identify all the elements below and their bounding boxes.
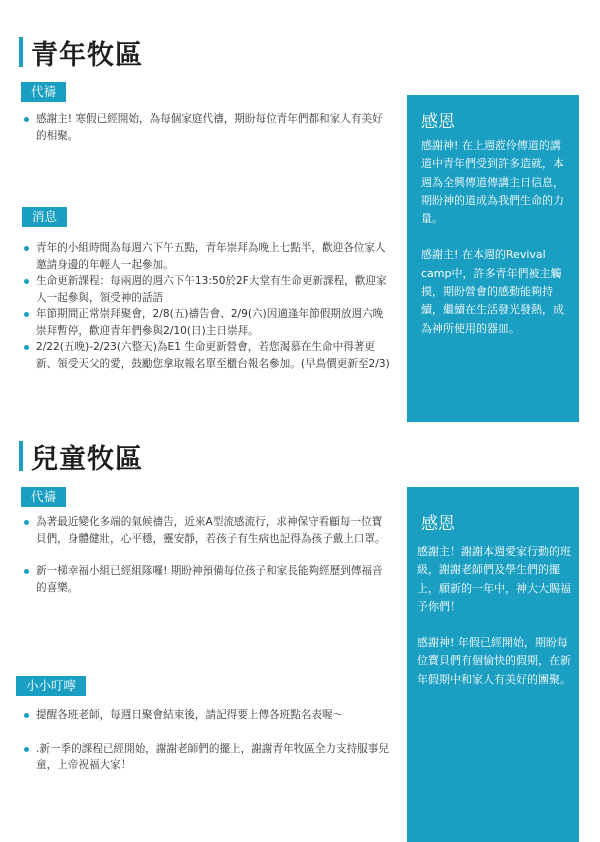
children-notice-tag: 小小叮嚀 xyxy=(16,676,86,696)
bullet-dot xyxy=(24,569,29,574)
youth-section-title xyxy=(19,36,143,71)
youth-prayer-tag: 代禱 xyxy=(21,82,66,102)
children-thanks-body xyxy=(417,543,572,689)
bullet-dot xyxy=(24,713,29,718)
bullet-dot xyxy=(24,345,29,350)
youth-prayer-list xyxy=(22,111,390,144)
children-prayer-tag: 代禱 xyxy=(21,487,66,507)
thanks-paragraph: 感謝主! 在本週的Revival camp中，許多青年們被主觸摸，期盼營會的感動能夠持續，繼續在生活發光發熱，成為神所使用的器皿。 xyxy=(421,248,564,335)
title-accent-bar xyxy=(19,441,23,471)
bullet-dot xyxy=(24,747,29,752)
youth-thanks-body xyxy=(421,137,571,338)
children-prayer-list xyxy=(22,514,390,596)
youth-news-tag: 消息 xyxy=(22,207,67,227)
list-item: 提醒各班老師，每週日聚會結束後，請記得要上傳各班點名表喔～ xyxy=(22,707,390,724)
list-item: .新一季的課程已經開始，謝謝老師們的擺上，謝謝青年牧區全力支持服事兒童，上帝祝福大家！ xyxy=(22,741,390,774)
thanks-paragraph: 感謝神! 在上週蒞伶傳道的講道中青年們受到許多造就，本週為全興傳道傳講主日信息，期盼神的道成為我們生命的力量。 xyxy=(421,139,564,226)
children-title-text: 兒童牧區 xyxy=(31,443,143,475)
children-thanks-panel xyxy=(407,487,579,842)
list-item: 2/22(五晚)-2/23(六整天)為E1 生命更新營會，若您渴慕在生命中得著更新、領受天父的愛，鼓勵您拿取報名單至櫃台報名參加。(早鳥價更新至2/3) xyxy=(22,339,390,372)
children-notice-list xyxy=(22,707,390,774)
bullet-dot xyxy=(24,312,29,317)
thanks-paragraph: 感謝主！謝謝本週愛家行動的班級，謝謝老師們及學生們的擺上，願新的一年中，神大大賜福予你們！ xyxy=(417,545,571,613)
thanks-paragraph: 感謝神! 年假已經開始，期盼每位寶貝們有個愉快的假期，在新年假期中和家人有美好的團聚。 xyxy=(417,636,571,686)
list-item: 感謝主! 寒假已經開始，為每個家庭代禱，期盼每位青年們都和家人有美好的相聚。 xyxy=(22,111,390,144)
bullet-dot xyxy=(24,117,29,122)
bullet-dot xyxy=(24,246,29,251)
children-thanks-title: 感恩 xyxy=(421,514,455,534)
list-item: 生命更新課程：每兩週的週六下午13:50於2F大堂有生命更新課程，歡迎家人一起參與，領受神的話語 xyxy=(22,273,390,306)
youth-thanks-panel xyxy=(407,95,579,422)
list-item: 為著最近變化多端的氣候禱告，近來A型流感流行，求神保守看顧每一位寶貝們，身體健壯，心平穩，靈安靜，若孩子有生病也記得為孩子戴上口罩。 xyxy=(22,514,390,547)
title-accent-bar xyxy=(19,37,23,67)
list-item: 新一梯幸福小組已經組隊囉! 期盼神預備每位孩子和家長能夠經歷到傳福音的喜樂。 xyxy=(22,563,390,596)
children-section-title xyxy=(19,440,143,475)
bullet-dot xyxy=(24,279,29,284)
list-item: 年節期間正常崇拜聚會，2/8(五)禱告會、2/9(六)因適逢年節假期放週六晚崇拜暫停，歡迎青年們參與2/10(日)主日崇拜。 xyxy=(22,306,390,339)
youth-title-text: 青年牧區 xyxy=(31,39,143,71)
youth-thanks-title: 感恩 xyxy=(421,112,455,132)
youth-news-list xyxy=(22,240,390,372)
bullet-dot xyxy=(24,520,29,525)
list-item: 青年的小組時間為每週六下午五點，青年崇拜為晚上七點半，歡迎各位家人邀請身邊的年輕人一起參加。 xyxy=(22,240,390,273)
